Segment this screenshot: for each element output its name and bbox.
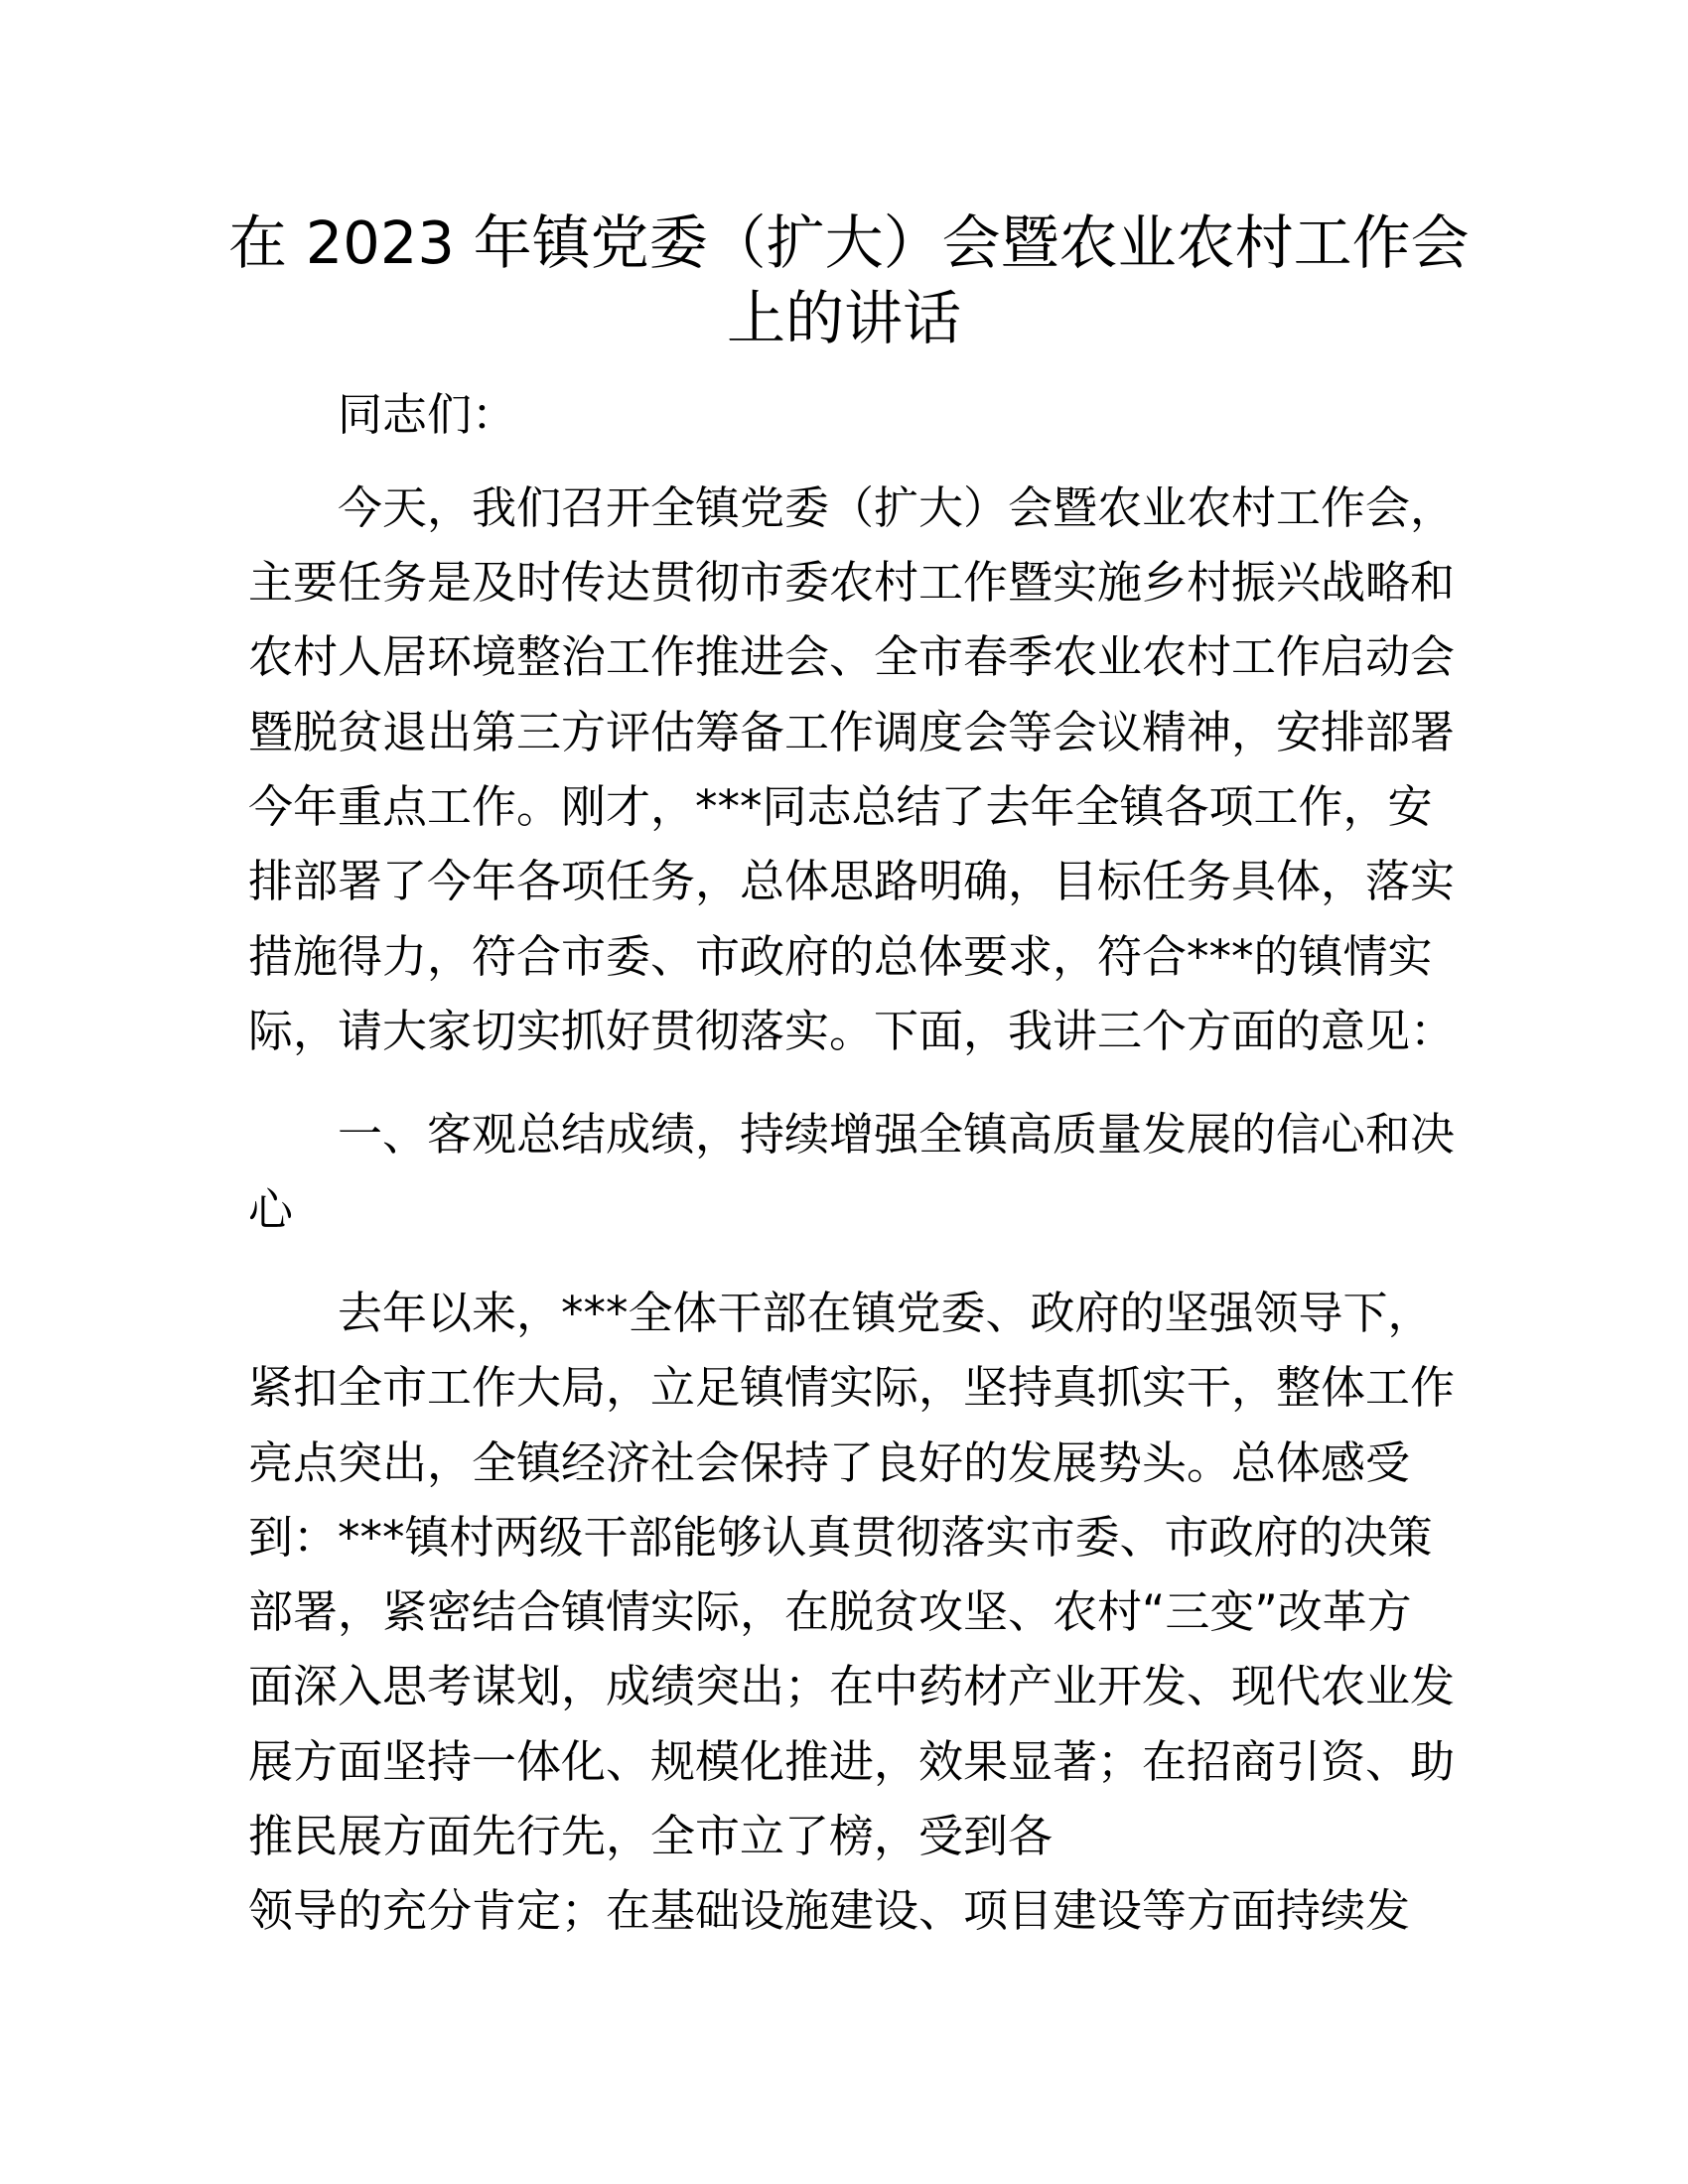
section-heading-continued: 心 bbox=[248, 1183, 294, 1236]
paragraph-line: 主要任务是及时传达贯彻市委农村工作暨实施乡村振兴战略和 bbox=[248, 556, 1456, 609]
paragraph-line: 展方面坚持一体化、规模化推进，效果显著；在招商引资、助 bbox=[248, 1735, 1456, 1788]
paragraph-line: 措施得力，符合市委、市政府的总体要求，符合***的镇情实 bbox=[248, 930, 1433, 983]
paragraph-line: 领导的充分肯定；在基础设施建设、项目建设等方面持续发 bbox=[248, 1884, 1411, 1937]
salutation: 同志们： bbox=[338, 388, 517, 441]
paragraph-line: 今年重点工作。刚才，***同志总结了去年全镇各项工作，安 bbox=[248, 780, 1433, 833]
paragraph-line: 今天，我们召开全镇党委（扩大）会暨农业农村工作会， bbox=[338, 481, 1456, 534]
paragraph-line: 亮点突出，全镇经济社会保持了良好的发展势头。总体感受 bbox=[248, 1436, 1411, 1489]
paragraph-line: 际，请大家切实抓好贯彻落实。下面，我讲三个方面的意见： bbox=[248, 1005, 1456, 1057]
paragraph-line: 部署，紧密结合镇情实际，在脱贫攻坚、农村“三变”改革方 bbox=[248, 1585, 1412, 1638]
document-title-line-2: 上的讲话 bbox=[726, 284, 961, 352]
paragraph-line: 农村人居环境整治工作推进会、全市春季农业农村工作启动会 bbox=[248, 630, 1456, 683]
paragraph-line: 暨脱贫退出第三方评估筹备工作调度会等会议精神，安排部署 bbox=[248, 706, 1456, 758]
paragraph-line: 面深入思考谋划，成绩突出；在中药材产业开发、现代农业发 bbox=[248, 1660, 1456, 1712]
paragraph-line: 排部署了今年各项任务，总体思路明确，目标任务具体，落实 bbox=[248, 855, 1456, 907]
paragraph-line: 推民展方面先行先，全市立了榜，受到各 bbox=[248, 1810, 1054, 1862]
paragraph-line: 紧扣全市工作大局，立足镇情实际，坚持真抓实干，整体工作 bbox=[248, 1361, 1456, 1414]
document-title-line-1: 在 2023 年镇党委（扩大）会暨农业农村工作会 bbox=[228, 208, 1470, 277]
paragraph-line: 去年以来，***全体干部在镇党委、政府的坚强领导下， bbox=[338, 1287, 1433, 1339]
section-heading: 一、客观总结成绩，持续增强全镇高质量发展的信心和决 bbox=[338, 1108, 1456, 1160]
paragraph-line: 到：***镇村两级干部能够认真贯彻落实市委、市政府的决策 bbox=[248, 1511, 1433, 1564]
